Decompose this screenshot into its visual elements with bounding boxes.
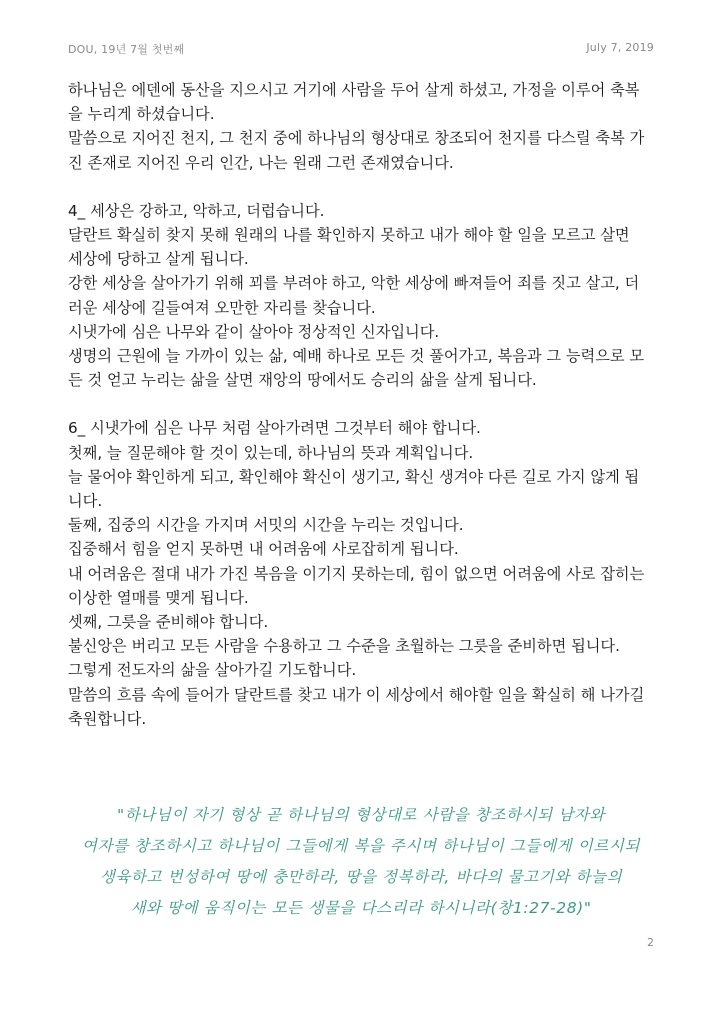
paragraph-gap bbox=[68, 175, 664, 199]
body-line: 말씀으로 지어진 천지, 그 천지 중에 하나님의 형상대로 창조되어 천지를 다스릴 축복 가 bbox=[68, 129, 645, 148]
quote-line: "하나님이 자기 형상 곧 하나님의 형상대로 사람을 창조하시되 남자와 bbox=[117, 806, 605, 824]
page-number: 2 bbox=[647, 936, 654, 949]
body-line: 진 존재로 지어진 우리 인간, 나는 원래 그런 존재였습니다. bbox=[68, 153, 454, 172]
scripture-quote bbox=[78, 800, 644, 924]
body-line: 하나님은 에덴에 동산을 지으시고 거기에 사람을 두어 살게 하셨고, 가정을 이루어 축복 bbox=[68, 81, 640, 99]
body-line: 이상한 열매를 맺게 됩니다. bbox=[68, 588, 249, 607]
body-line: 둘째, 집중의 시간을 가지며 서밋의 시간을 누리는 것입니다. bbox=[68, 516, 464, 535]
body-line: 집중해서 힘을 얻지 못하면 내 어려움에 사로잡히게 됩니다. bbox=[68, 540, 459, 559]
paragraph-gap bbox=[68, 392, 664, 416]
quote-line: 새와 땅에 움직이는 모든 생물을 다스리라 하시니라(창1:27-28)" bbox=[130, 899, 592, 917]
body-line: 니다. bbox=[68, 492, 103, 511]
body-line: 셋째, 그릇을 준비해야 합니다. bbox=[68, 613, 269, 632]
header-doc-title: DOU, 19년 7월 첫번째 bbox=[68, 43, 185, 56]
body-line: 든 것 얻고 누리는 삶을 살면 재앙의 땅에서도 승리의 삶을 살게 됩니다. bbox=[68, 371, 537, 390]
body-line: 그렇게 전도자의 삶을 살아가길 기도합니다. bbox=[68, 661, 357, 680]
body-line: 시냇가에 심은 나무와 같이 살아야 정상적인 신자입니다. bbox=[68, 322, 440, 341]
section-heading: 4_ 세상은 강하고, 악하고, 더럽습니다. bbox=[68, 201, 325, 220]
body-line: 축원합니다. bbox=[68, 709, 147, 728]
header-date: July 7, 2019 bbox=[586, 41, 654, 54]
section-heading: 6_ 시냇가에 심은 나무 처럼 살아가려면 그것부터 해야 합니다. bbox=[68, 419, 481, 438]
body-line: 늘 물어야 확인하게 되고, 확인해야 확신이 생기고, 확신 생겨야 다른 길로 가지 않게 됩 bbox=[68, 467, 640, 486]
body-line: 러운 세상에 길들여져 오만한 자리를 찾습니다. bbox=[68, 298, 376, 317]
quote-line: 여자를 창조하시고 하나님이 그들에게 복을 주시며 하나님이 그들에게 이르시되 bbox=[81, 837, 641, 855]
quote-line: 생육하고 번성하여 땅에 충만하라, 땅을 정복하라, 바다의 물고기와 하늘의 bbox=[99, 868, 623, 886]
body-text bbox=[68, 78, 664, 731]
body-line: 내 어려움은 절대 내가 가진 복음을 이기지 못하는데, 힘이 없으면 어려움에 사로 잡히는 bbox=[68, 564, 645, 583]
body-line: 세상에 당하고 살게 됩니다. bbox=[68, 250, 249, 269]
body-line: 생명의 근원에 늘 가까이 있는 삶, 예배 하나로 모든 것 풀어가고, 복음과 그 능력으로 모 bbox=[68, 347, 645, 366]
body-line: 불신앙은 버리고 모든 사람을 수용하고 그 수준을 초월하는 그릇을 준비하면 됩니다. bbox=[68, 637, 620, 656]
body-line: 첫째, 늘 질문해야 할 것이 있는데, 하나님의 뜻과 계획입니다. bbox=[68, 443, 474, 462]
body-line: 강한 세상을 살아가기 위해 꾀를 부려야 하고, 악한 세상에 빠져들어 죄를 짓고 살고, 더 bbox=[68, 274, 640, 293]
body-line: 을 누리게 하셨습니다. bbox=[68, 105, 215, 124]
body-line: 말씀의 흐름 속에 들어가 달란트를 찾고 내가 이 세상에서 해야할 일을 확실히 해 나가길 bbox=[68, 685, 645, 704]
body-line: 달란트 확실히 찾지 못해 원래의 나를 확인하지 못하고 내가 해야 할 일을 모르고 살면 bbox=[68, 226, 630, 245]
